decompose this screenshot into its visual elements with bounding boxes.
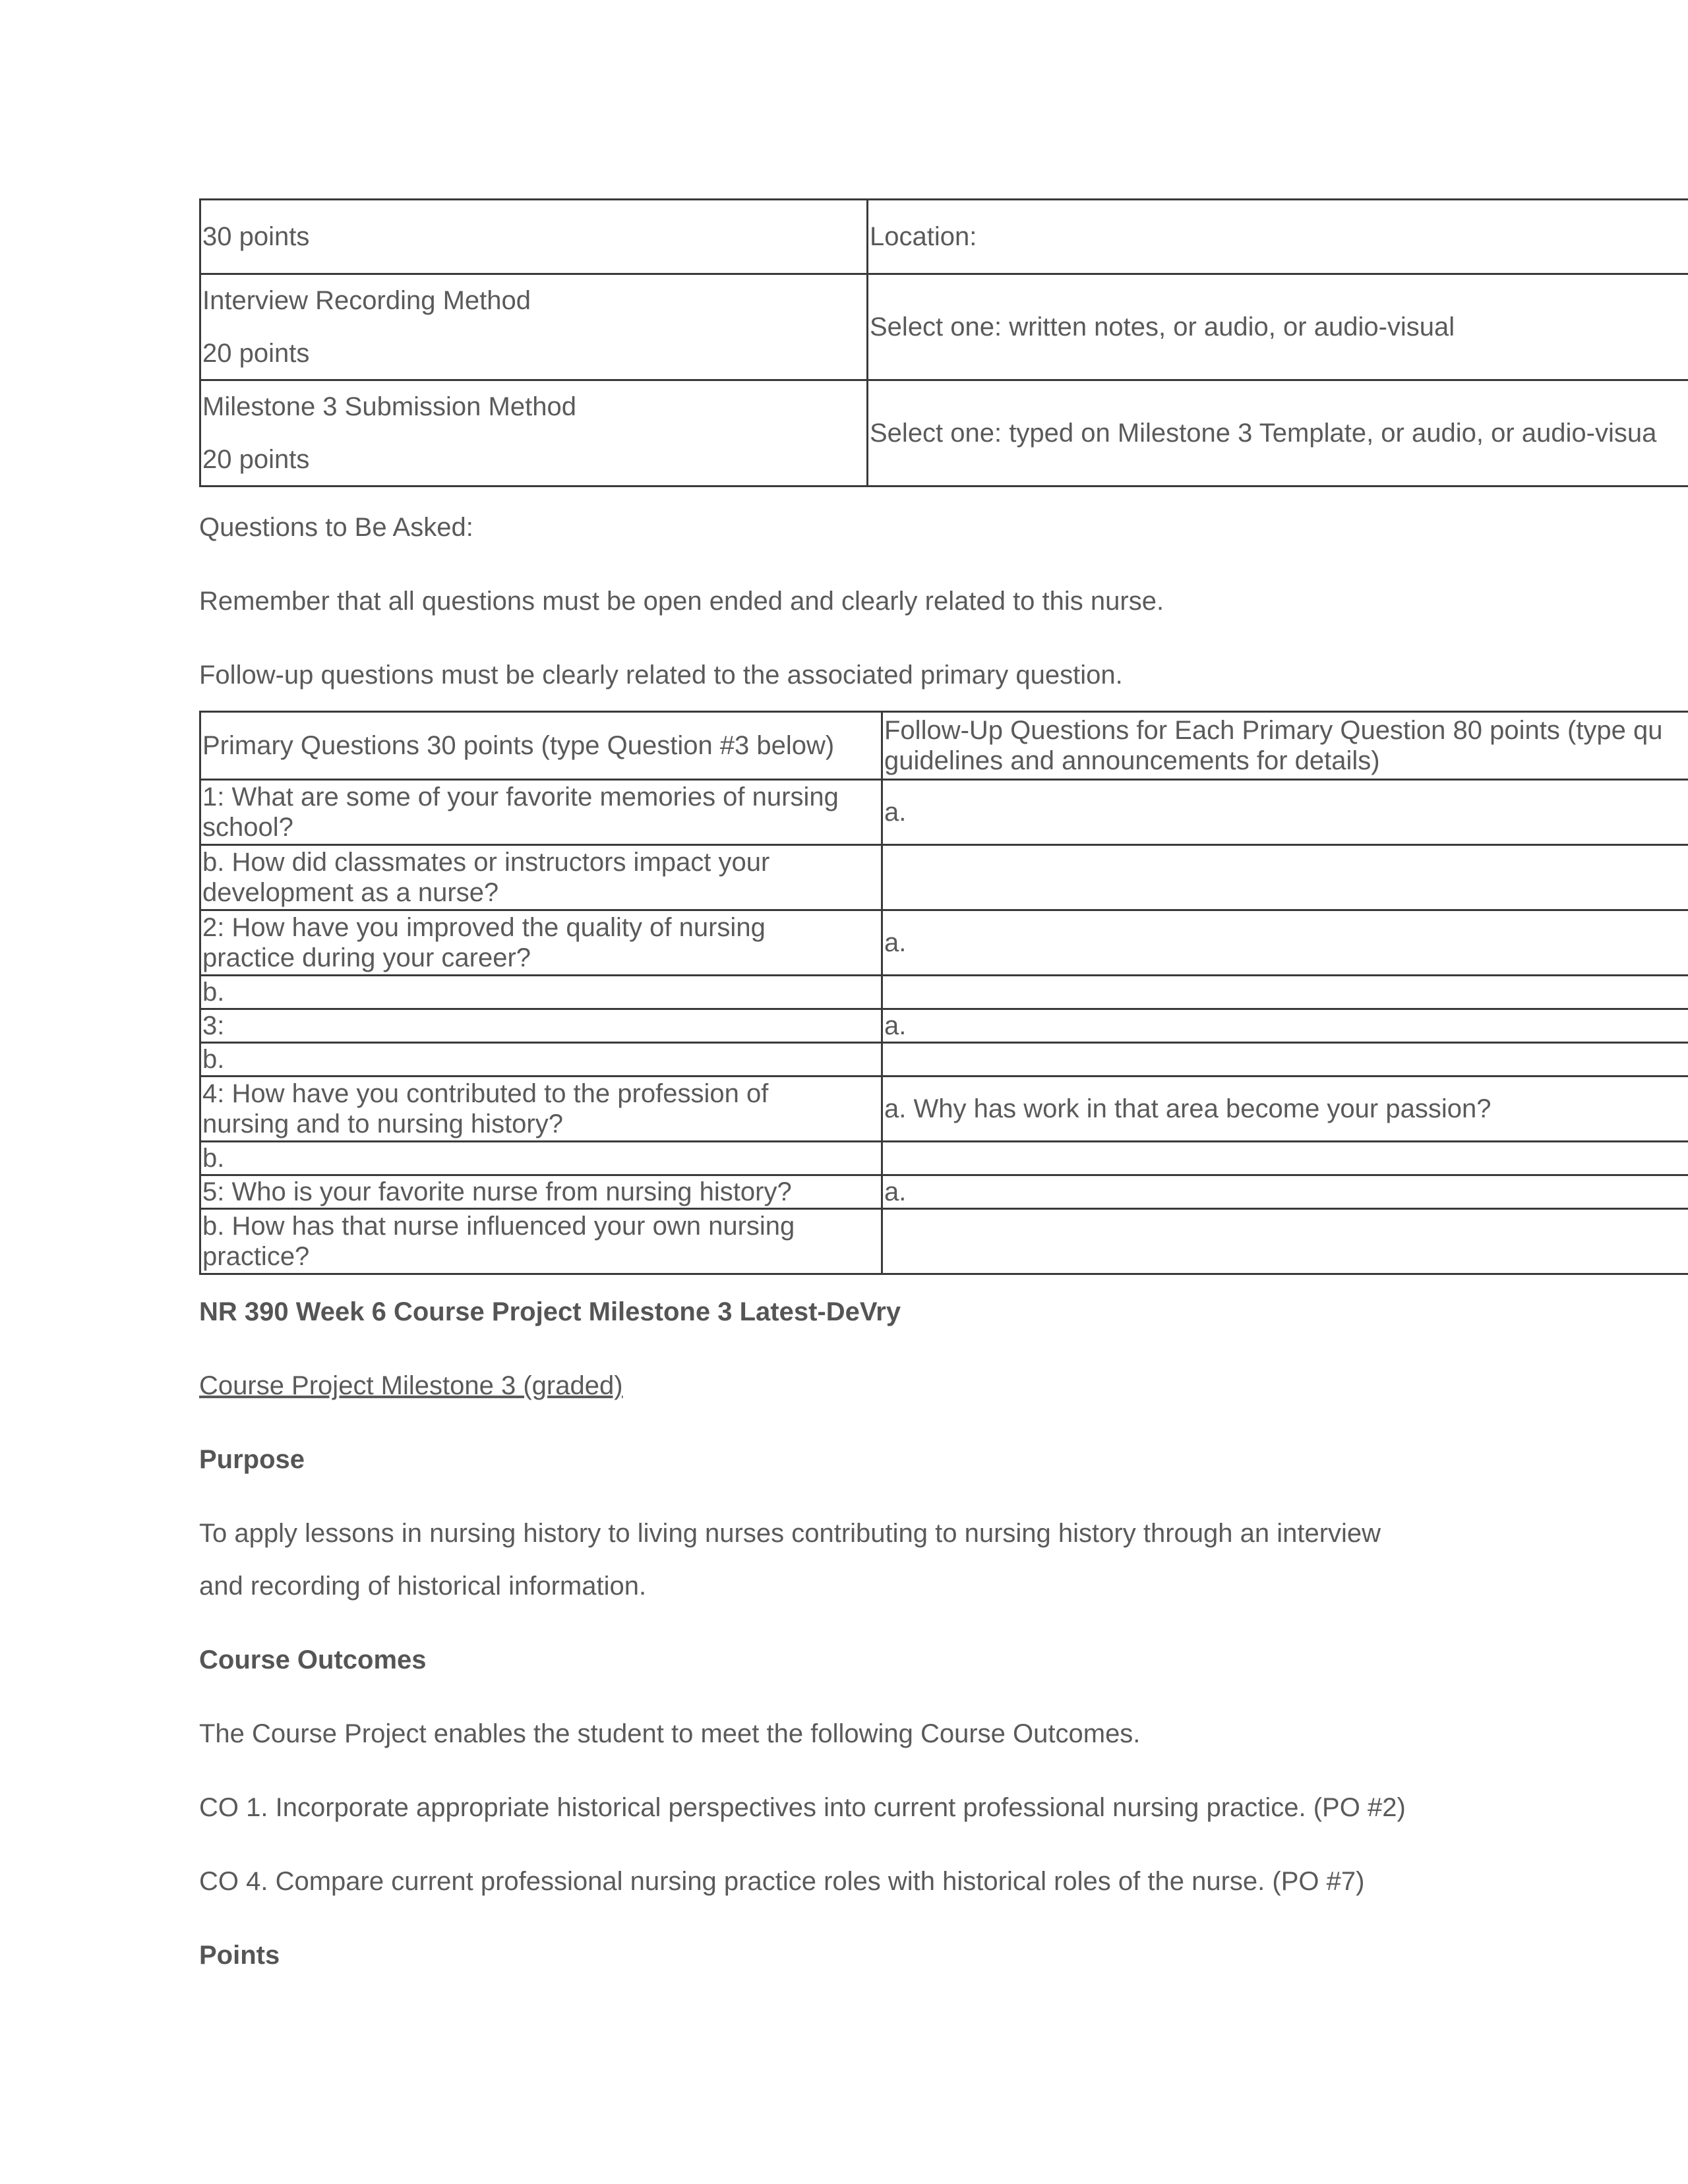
table-cell — [882, 1009, 1688, 1043]
course-outcome-4: CO 4. Compare current professional nursing practice roles with historical roles of the nurse. (PO #7) — [199, 1867, 1365, 1896]
table-cell — [200, 1175, 882, 1209]
table-row — [200, 910, 1688, 976]
section-title: NR 390 Week 6 Course Project Milestone 3 Latest-DeVry — [199, 1297, 901, 1326]
cell-text: Follow-Up Questions for Each Primary Question 80 points (type qu — [884, 716, 1663, 745]
table-cell — [882, 1175, 1688, 1209]
cell-text: 5: Who is your favorite nurse from nursing history? — [202, 1177, 792, 1206]
table-cell — [882, 780, 1688, 845]
table-row — [200, 1209, 1688, 1274]
course-project-link[interactable]: Course Project Milestone 3 (graded) — [199, 1371, 623, 1400]
course-outcomes-heading: Course Outcomes — [199, 1645, 427, 1674]
table-row — [200, 1175, 1688, 1209]
table-row — [200, 845, 1688, 910]
table-cell — [200, 1142, 882, 1175]
table-row — [200, 380, 1688, 487]
table-cell — [868, 200, 1688, 274]
purpose-line-2: and recording of historical information. — [199, 1572, 647, 1601]
table-header-cell — [200, 712, 882, 780]
cell-text: practice? — [202, 1242, 310, 1271]
cell-text: a. — [884, 1177, 907, 1206]
cell-text: a. — [884, 928, 907, 957]
cell-text: Select one: written notes, or audio, or audio-visual — [870, 312, 1455, 341]
table-cell — [882, 1209, 1688, 1274]
followup-note-paragraph: Follow-up questions must be clearly related to the associated primary question. — [199, 661, 1123, 690]
table-cell — [200, 1077, 882, 1142]
cell-text: 30 points — [202, 222, 310, 251]
cell-text: 20 points — [202, 339, 310, 368]
table-cell — [200, 780, 882, 845]
table-row — [200, 1009, 1688, 1043]
cell-text: b. How did classmates or instructors impact your — [202, 848, 770, 877]
table-cell — [200, 1009, 882, 1043]
cell-text: b. How has that nurse influenced your own nursing — [202, 1212, 795, 1241]
cell-text: practice during your career? — [202, 943, 531, 972]
table-cell — [882, 910, 1688, 976]
table-cell — [882, 1142, 1688, 1175]
cell-text: a. Why has work in that area become your passion? — [884, 1094, 1492, 1123]
table-row — [200, 1077, 1688, 1142]
questions-table — [199, 711, 1688, 1275]
table-cell — [882, 1077, 1688, 1142]
table-header-cell — [882, 712, 1688, 780]
cell-text: nursing and to nursing history? — [202, 1109, 563, 1138]
cell-text: 1: What are some of your favorite memories of nursing — [202, 782, 839, 812]
interview-details-table — [199, 198, 1688, 487]
cell-text: Milestone 3 Submission Method — [202, 392, 576, 421]
cell-text: development as a nurse? — [202, 878, 499, 907]
cell-text: guidelines and announcements for details) — [884, 746, 1380, 775]
cell-text: b. — [202, 1144, 225, 1173]
table-row — [200, 976, 1688, 1009]
cell-text: a. — [884, 1011, 907, 1040]
table-cell — [200, 1209, 882, 1274]
cell-text: Location: — [870, 222, 977, 251]
remember-paragraph: Remember that all questions must be open ended and clearly related to this nurse. — [199, 587, 1164, 616]
cell-text: Interview Recording Method — [202, 286, 531, 315]
table-cell — [882, 976, 1688, 1009]
cell-text: school? — [202, 813, 293, 842]
purpose-heading: Purpose — [199, 1445, 305, 1474]
table-row — [200, 200, 1688, 274]
purpose-line-1: To apply lessons in nursing history to living nurses contributing to nursing history through an interview — [199, 1519, 1381, 1548]
table-cell — [200, 976, 882, 1009]
table-header-row — [200, 712, 1688, 780]
cell-text: Select one: typed on Milestone 3 Template, or audio, or audio-visua — [870, 419, 1657, 448]
table-cell — [200, 845, 882, 910]
questions-heading: Questions to Be Asked: — [199, 513, 473, 542]
table-row — [200, 780, 1688, 845]
table-cell — [868, 380, 1688, 487]
table-row — [200, 1043, 1688, 1077]
cell-text: a. — [884, 798, 907, 827]
table-cell — [200, 1043, 882, 1077]
cell-text: Primary Questions 30 points (type Question #3 below) — [202, 731, 835, 760]
table-cell — [200, 380, 868, 487]
table-cell — [200, 910, 882, 976]
table-row — [200, 1142, 1688, 1175]
points-heading: Points — [199, 1941, 280, 1970]
table-cell — [868, 274, 1688, 380]
course-outcomes-intro: The Course Project enables the student to meet the following Course Outcomes. — [199, 1719, 1141, 1748]
cell-text: 2: How have you improved the quality of nursing — [202, 913, 766, 942]
cell-text: 3: — [202, 1011, 225, 1040]
cell-text: b. — [202, 978, 225, 1007]
cell-text: b. — [202, 1045, 225, 1074]
table-cell — [882, 1043, 1688, 1077]
cell-text: 20 points — [202, 445, 310, 474]
table-cell — [200, 200, 868, 274]
table-cell — [200, 274, 868, 380]
course-outcome-1: CO 1. Incorporate appropriate historical perspectives into current professional nursing practice. (PO #2) — [199, 1793, 1406, 1822]
table-cell — [882, 845, 1688, 910]
table-row — [200, 274, 1688, 380]
cell-text: 4: How have you contributed to the profession of — [202, 1079, 769, 1108]
